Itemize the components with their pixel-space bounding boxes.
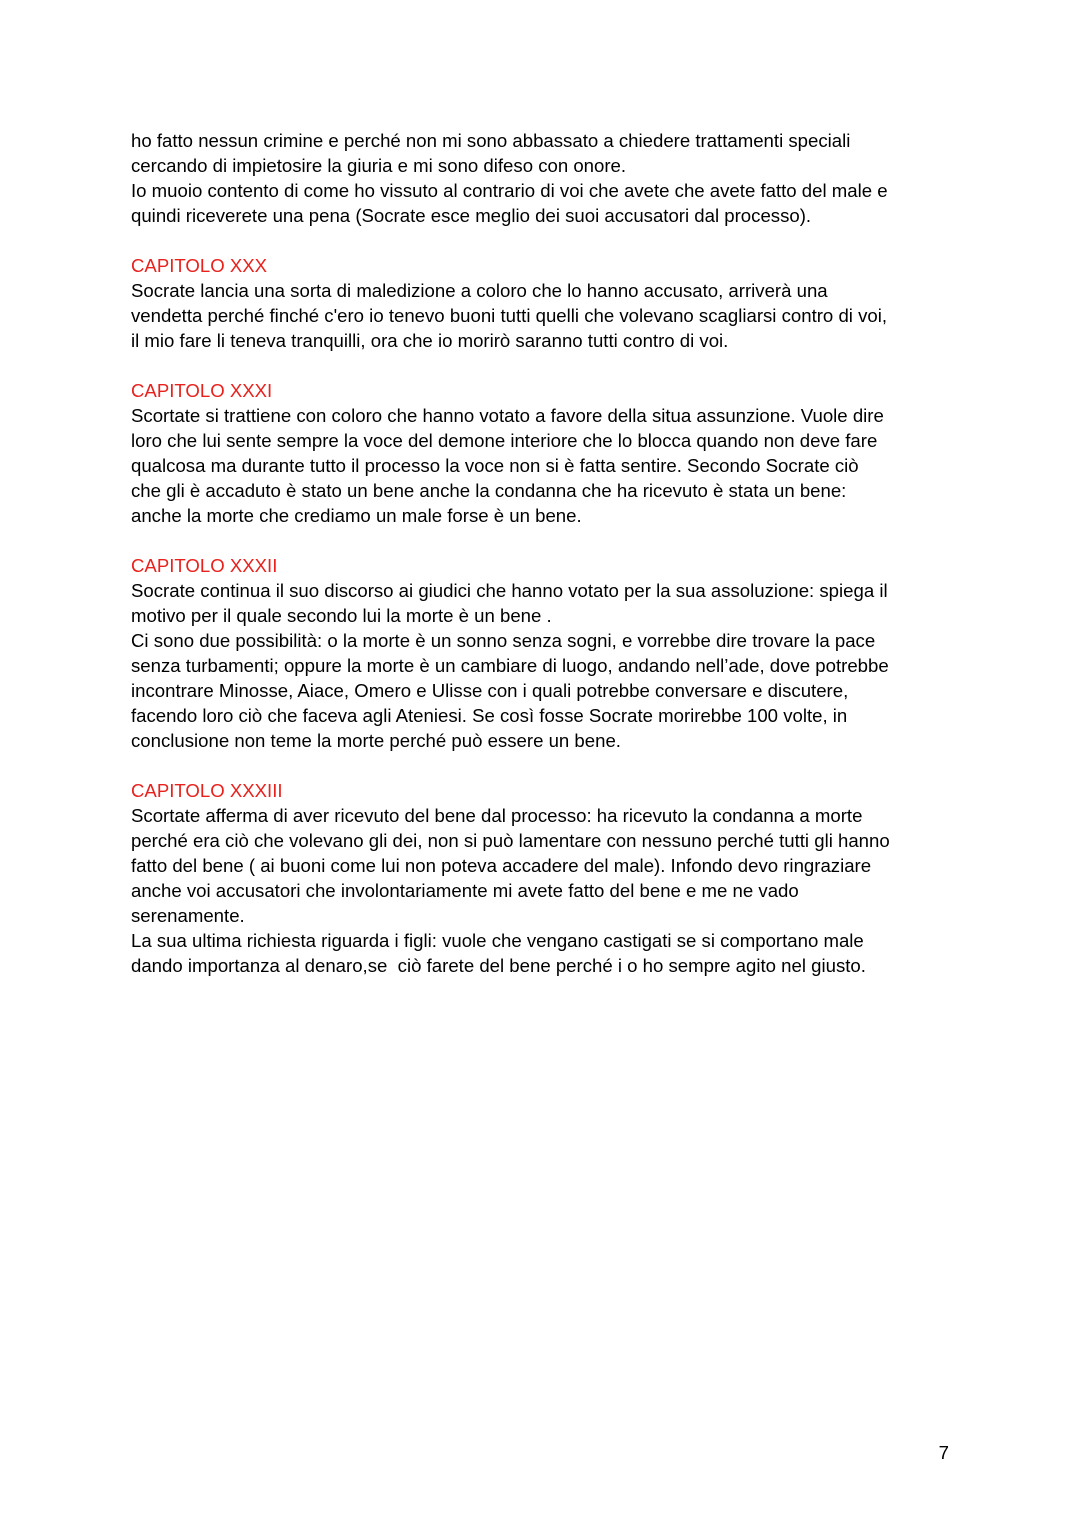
- spacer: [131, 753, 961, 778]
- chapter-heading: CAPITOLO XXXII: [131, 555, 278, 576]
- chapter-section: [131, 778, 961, 978]
- paragraph-line: anche la morte che crediamo un male forse è un bene.: [131, 505, 582, 526]
- paragraph-line: Ci sono due possibilità: o la morte è un sonno senza sogni, e vorrebbe dire trovare la pace: [131, 630, 876, 651]
- paragraph-line: motivo per il quale secondo lui la morte è un bene .: [131, 605, 552, 626]
- paragraph-line: incontrare Minosse, Aiace, Omero e Ulisse con i quali potrebbe conversare e discutere,: [131, 680, 849, 701]
- spacer: [131, 528, 961, 553]
- paragraph-line: quindi riceverete una pena (Socrate esce meglio dei suoi accusatori dal processo).: [131, 205, 812, 226]
- paragraph-line: Scortate si trattiene con coloro che hanno votato a favore della situa assunzione. Vuole dire: [131, 405, 884, 426]
- paragraph-line: dando importanza al denaro,se ciò farete del bene perché i o ho sempre agito nel giusto.: [131, 955, 866, 976]
- chapter-section: [131, 253, 961, 353]
- paragraph-line: senza turbamenti; oppure la morte è un cambiare di luogo, andando nell’ade, dove potrebbe: [131, 655, 889, 676]
- paragraph-line: serenamente.: [131, 905, 245, 926]
- chapter-heading: CAPITOLO XXXI: [131, 380, 273, 401]
- paragraph-line: facendo loro ciò che faceva agli Ateniesi. Se così fosse Socrate morirebbe 100 volte, in: [131, 705, 848, 726]
- page-number: 7: [938, 1442, 949, 1463]
- paragraph-line: conclusione non teme la morte perché può essere un bene.: [131, 730, 621, 751]
- chapter-heading: CAPITOLO XXX: [131, 255, 268, 276]
- paragraph-line: vendetta perché finché c'ero io tenevo buoni tutti quelli che volevano scagliarsi contro di voi,: [131, 305, 888, 326]
- paragraph-line: Io muoio contento di come ho vissuto al contrario di voi che avete che avete fatto del male e: [131, 180, 888, 201]
- paragraph-line: anche voi accusatori che involontariamente mi avete fatto del bene e me ne vado: [131, 880, 799, 901]
- chapter-section: [131, 378, 961, 528]
- paragraph-line: Socrate lancia una sorta di maledizione a coloro che lo hanno accusato, arriverà una: [131, 280, 828, 301]
- paragraph-line: il mio fare li teneva tranquilli, ora che io morirò saranno tutti contro di voi.: [131, 330, 729, 351]
- paragraph-line: qualcosa ma durante tutto il processo la voce non si è fatta sentire. Secondo Socrate ciò: [131, 455, 859, 476]
- chapter-section: [131, 553, 961, 753]
- page-content: [131, 128, 961, 978]
- paragraph-line: ho fatto nessun crimine e perché non mi sono abbassato a chiedere trattamenti speciali: [131, 130, 851, 151]
- paragraph-line: loro che lui sente sempre la voce del demone interiore che lo blocca quando non deve fare: [131, 430, 878, 451]
- paragraph-line: Scortate afferma di aver ricevuto del bene dal processo: ha ricevuto la condanna a morte: [131, 805, 863, 826]
- chapter-heading: CAPITOLO XXXIII: [131, 780, 283, 801]
- spacer: [131, 353, 961, 378]
- paragraph-line: La sua ultima richiesta riguarda i figli: vuole che vengano castigati se si comportano male: [131, 930, 864, 951]
- paragraph-line: cercando di impietosire la giuria e mi sono difeso con onore.: [131, 155, 627, 176]
- intro-paragraph: [131, 128, 961, 228]
- paragraph-line: Socrate continua il suo discorso ai giudici che hanno votato per la sua assoluzione: spiega il: [131, 580, 888, 601]
- spacer: [131, 228, 961, 253]
- paragraph-line: fatto del bene ( ai buoni come lui non poteva accadere del male). Infondo devo ringraziare: [131, 855, 872, 876]
- paragraph-line: che gli è accaduto è stato un bene anche la condanna che ha ricevuto è stata un bene:: [131, 480, 847, 501]
- paragraph-line: perché era ciò che volevano gli dei, non si può lamentare con nessuno perché tutti gli hanno: [131, 830, 890, 851]
